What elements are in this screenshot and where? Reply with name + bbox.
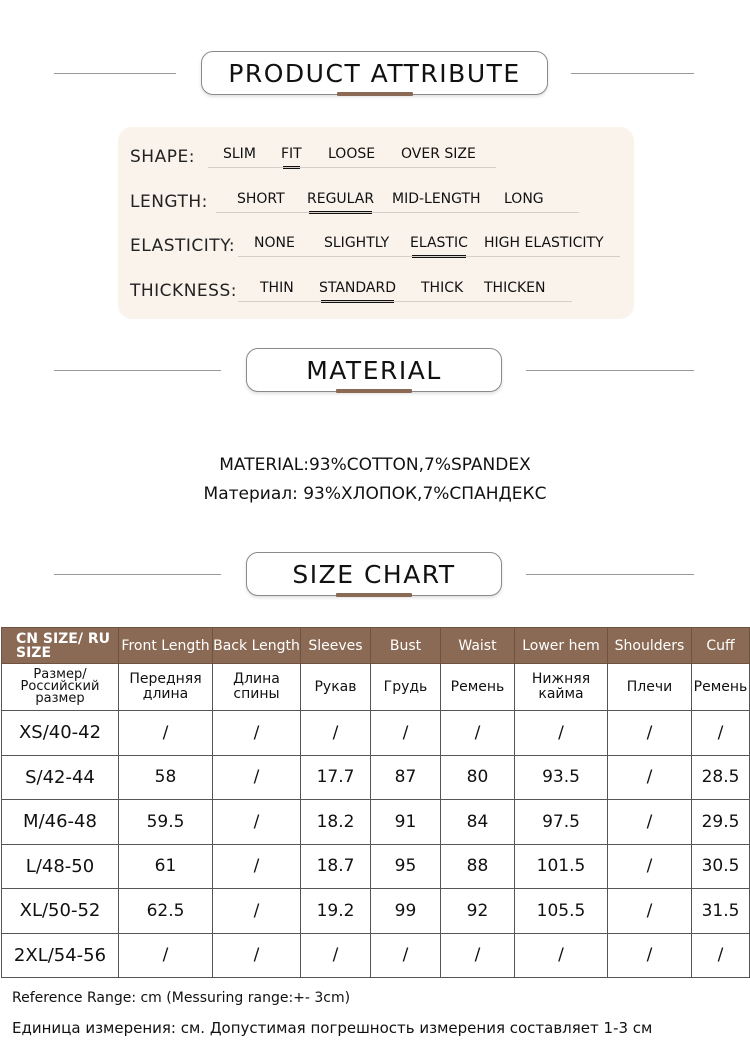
column-header: Shoulders — [608, 628, 692, 664]
column-header-ru: Ремень — [692, 664, 750, 711]
header-accent-bar — [336, 389, 412, 393]
table-cell: / — [371, 933, 441, 978]
attr-option: THICK — [421, 280, 464, 296]
table-cell: / — [608, 889, 692, 934]
table-row — [2, 844, 750, 889]
attr-row-length — [118, 188, 634, 218]
attr-option: LOOSE — [328, 146, 376, 162]
section-title: PRODUCT ATTRIBUTE — [201, 51, 548, 95]
attr-underline — [238, 256, 620, 257]
size-cell: XS/40-42 — [2, 711, 119, 756]
attr-underline — [216, 212, 579, 213]
header-divider-left — [54, 370, 221, 371]
column-header: Back Length — [213, 628, 301, 664]
column-header-ru: Рукав — [301, 664, 371, 711]
table-cell: 19.2 — [301, 889, 371, 934]
table-row — [2, 755, 750, 800]
table-cell: 91 — [371, 800, 441, 845]
table-cell: 105.5 — [515, 889, 608, 934]
attr-underline — [238, 301, 572, 302]
table-cell: / — [692, 711, 750, 756]
table-cell: 58 — [119, 755, 213, 800]
size-cell: 2XL/54-56 — [2, 933, 119, 978]
column-header-ru: Плечи — [608, 664, 692, 711]
column-header-ru: Размер/ Российский размер — [2, 664, 119, 711]
header-divider-left — [54, 73, 176, 74]
attr-option: OVER SIZE — [401, 146, 476, 162]
attr-row-shape — [118, 143, 634, 173]
attr-option: SLIM — [223, 146, 256, 162]
table-cell: / — [441, 933, 515, 978]
attr-option: NONE — [254, 235, 295, 251]
column-header: CN SIZE/ RU SIZE — [2, 628, 119, 664]
table-cell: 87 — [371, 755, 441, 800]
table-cell: 17.7 — [301, 755, 371, 800]
table-cell: 61 — [119, 844, 213, 889]
table-cell: / — [213, 755, 301, 800]
table-cell: / — [213, 711, 301, 756]
table-cell: / — [301, 711, 371, 756]
size-cell: M/46-48 — [2, 800, 119, 845]
column-header: Waist — [441, 628, 515, 664]
table-cell: 101.5 — [515, 844, 608, 889]
attr-label: SHAPE: — [130, 147, 195, 167]
table-cell: / — [608, 800, 692, 845]
table-cell: / — [441, 711, 515, 756]
table-cell: / — [608, 711, 692, 756]
table-cell: / — [515, 711, 608, 756]
table-header-row — [2, 628, 750, 664]
attr-option: THIN — [260, 280, 294, 296]
column-header: Bust — [371, 628, 441, 664]
header-divider-right — [526, 370, 694, 371]
material-text-ru: Материал: 93%ХЛОПОК,7%СПАНДЕКС — [203, 484, 547, 504]
table-cell: 84 — [441, 800, 515, 845]
table-cell: 99 — [371, 889, 441, 934]
attr-label: LENGTH: — [130, 192, 208, 212]
table-cell: 62.5 — [119, 889, 213, 934]
table-cell: / — [301, 933, 371, 978]
size-cell: XL/50-52 — [2, 889, 119, 934]
attribute-panel — [118, 127, 634, 319]
table-cell: / — [213, 800, 301, 845]
column-header: Sleeves — [301, 628, 371, 664]
table-cell: / — [608, 933, 692, 978]
table-cell: / — [608, 755, 692, 800]
section-title: MATERIAL — [246, 348, 502, 392]
header-accent-bar — [337, 92, 413, 96]
table-cell: / — [608, 844, 692, 889]
table-cell: / — [119, 711, 213, 756]
table-row — [2, 889, 750, 934]
column-header: Cuff — [692, 628, 750, 664]
table-cell: 59.5 — [119, 800, 213, 845]
size-chart-header — [0, 552, 750, 602]
table-cell: 93.5 — [515, 755, 608, 800]
attr-label: ELASTICITY: — [130, 236, 236, 256]
table-cell: 88 — [441, 844, 515, 889]
table-cell: 97.5 — [515, 800, 608, 845]
table-cell: / — [371, 711, 441, 756]
table-cell: / — [213, 844, 301, 889]
table-cell: 18.7 — [301, 844, 371, 889]
column-header-ru: Ремень — [441, 664, 515, 711]
column-header-ru: Длина спины — [213, 664, 301, 711]
attr-row-thickness — [118, 277, 634, 307]
table-cell: / — [692, 933, 750, 978]
attr-option-selected: STANDARD — [319, 280, 397, 296]
attr-option-selected: REGULAR — [307, 191, 375, 207]
table-cell: / — [515, 933, 608, 978]
attr-label: THICKNESS: — [130, 281, 237, 301]
size-chart-table — [1, 627, 750, 978]
column-header-ru: Нижняя кайма — [515, 664, 608, 711]
column-header: Lower hem — [515, 628, 608, 664]
column-header-ru: Передняя длина — [119, 664, 213, 711]
table-row — [2, 711, 750, 756]
footer-reference-en: Reference Range: cm (Messuring range:+- 3cm) — [12, 990, 351, 1006]
table-row — [2, 800, 750, 845]
attr-option: SHORT — [237, 191, 285, 207]
header-accent-bar — [336, 593, 412, 597]
table-cell: 28.5 — [692, 755, 750, 800]
header-divider-right — [526, 574, 694, 575]
attr-option: HIGH ELASTICITY — [484, 235, 604, 251]
attr-option-selected: ELASTIC — [410, 235, 468, 251]
column-header: Front Length — [119, 628, 213, 664]
product-attribute-header — [0, 51, 750, 101]
attr-row-elasticity — [118, 232, 634, 262]
table-cell: 92 — [441, 889, 515, 934]
table-cell: 80 — [441, 755, 515, 800]
attr-option: THICKEN — [484, 280, 546, 296]
size-cell: S/42-44 — [2, 755, 119, 800]
material-header — [0, 348, 750, 398]
table-header-row-ru — [2, 664, 750, 711]
table-cell: 29.5 — [692, 800, 750, 845]
table-row — [2, 933, 750, 978]
footer-reference-ru: Единица измерения: см. Допустимая погрешность измерения составляет 1-3 см — [12, 1019, 653, 1037]
table-cell: / — [213, 889, 301, 934]
table-cell: 18.2 — [301, 800, 371, 845]
table-cell: / — [213, 933, 301, 978]
column-header-ru: Грудь — [371, 664, 441, 711]
section-title: SIZE CHART — [246, 552, 502, 596]
attr-option: SLIGHTLY — [324, 235, 390, 251]
table-cell: 30.5 — [692, 844, 750, 889]
header-divider-right — [571, 73, 694, 74]
table-cell: 31.5 — [692, 889, 750, 934]
size-cell: L/48-50 — [2, 844, 119, 889]
attr-option: MID-LENGTH — [392, 191, 481, 207]
material-text-en: MATERIAL:93%COTTON,7%SPANDEX — [219, 455, 531, 475]
header-divider-left — [54, 574, 221, 575]
table-cell: / — [119, 933, 213, 978]
attr-option: LONG — [504, 191, 544, 207]
attr-option-selected: FIT — [281, 146, 302, 162]
table-cell: 95 — [371, 844, 441, 889]
attr-underline — [208, 167, 496, 168]
